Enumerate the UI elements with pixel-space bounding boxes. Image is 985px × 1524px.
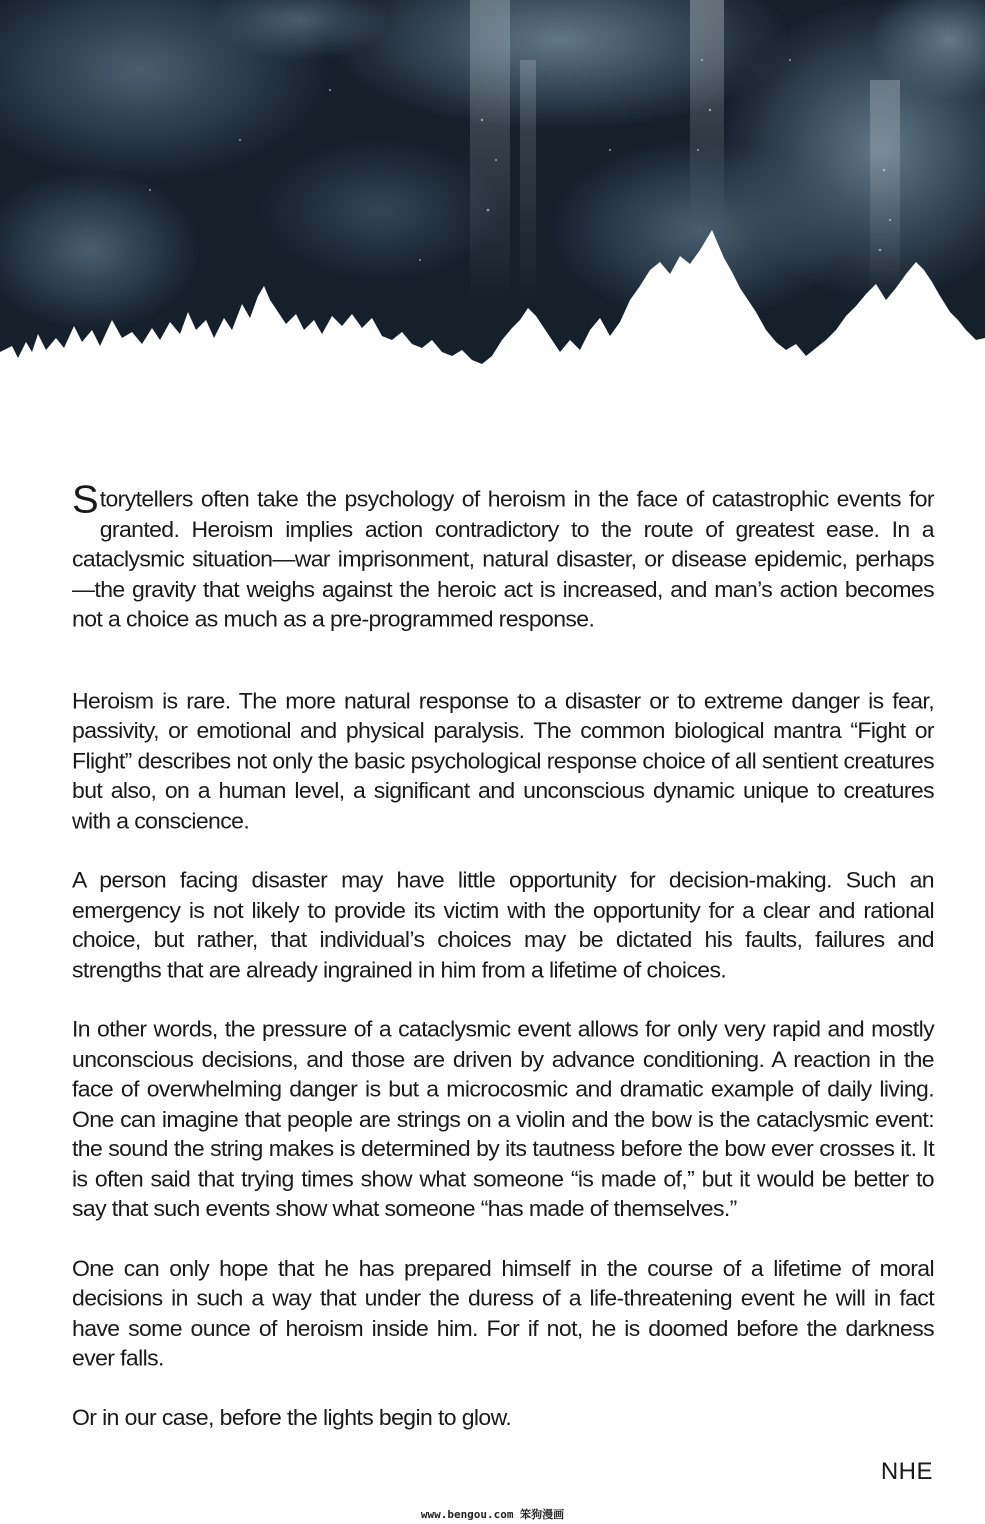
forest-night-banner bbox=[0, 0, 985, 440]
drop-cap: S bbox=[72, 478, 99, 522]
footer-watermark: www.bengou.com 笨狗漫画 bbox=[420, 1508, 565, 1521]
author-signature: NHE bbox=[880, 1458, 933, 1485]
sky-texture bbox=[0, 0, 985, 330]
treeline-ground bbox=[0, 400, 985, 440]
paragraph-1-text: torytellers often take the psychology of heroism in the face of catastrophic events for granted. Heroism implies action contradictory to the route of greatest ease. In a cataclysmic situation—war imprisonment, natural disaster, or disease epidemic, perhaps—the gravity that weighs against the heroic act is increased, and man’s action becomes not a choice as much as a pre-programmed response. bbox=[72, 485, 934, 632]
essay-paragraph-1 bbox=[72, 478, 934, 634]
essay-body bbox=[72, 478, 934, 1432]
essay-paragraph-3: A person facing disaster may have little opportunity for decision-making. Such an emergency is not likely to provide its victim with the opportunity for a clear and rational choice, but rather, that individual’s choices may be dictated his faults, failures and strengths that are already ingrained in him from a lifetime of choices. bbox=[72, 866, 934, 983]
essay-paragraph-4: In other words, the pressure of a cataclysmic event allows for only very rapid and mostly unconscious decisions, and those are driven by advance conditioning. A reaction in the face of overwhelming danger is but a microcosmic and dramatic example of daily living. One can imagine that people are strings on a violin and the bow is the cataclysmic event: the sound the string makes is determined by its tautness before the bow ever crosses it. It is often said that trying times show what someone “is made of,” but it would be better to say that such events show what someone “has made of themselves.” bbox=[72, 1015, 934, 1222]
essay-paragraph-5: One can only hope that he has prepared himself in the course of a lifetime of moral decisions in such a way that under the duress of a life-threatening event he will in fact have some ounce of heroism inside him. For if not, he is doomed before the darkness ever falls. bbox=[72, 1254, 934, 1371]
essay-paragraph-2: Heroism is rare. The more natural response to a disaster or to extreme danger is fear, passivity, or emotional and physical paralysis. The common biological mantra “Fight or Flight” describes not only the basic psychological response choice of all sentient creatures but also, on a human level, a significant and unconscious dynamic unique to creatures with a conscience. bbox=[72, 687, 934, 833]
essay-paragraph-6: Or in our case, before the lights begin to glow. bbox=[72, 1404, 512, 1430]
